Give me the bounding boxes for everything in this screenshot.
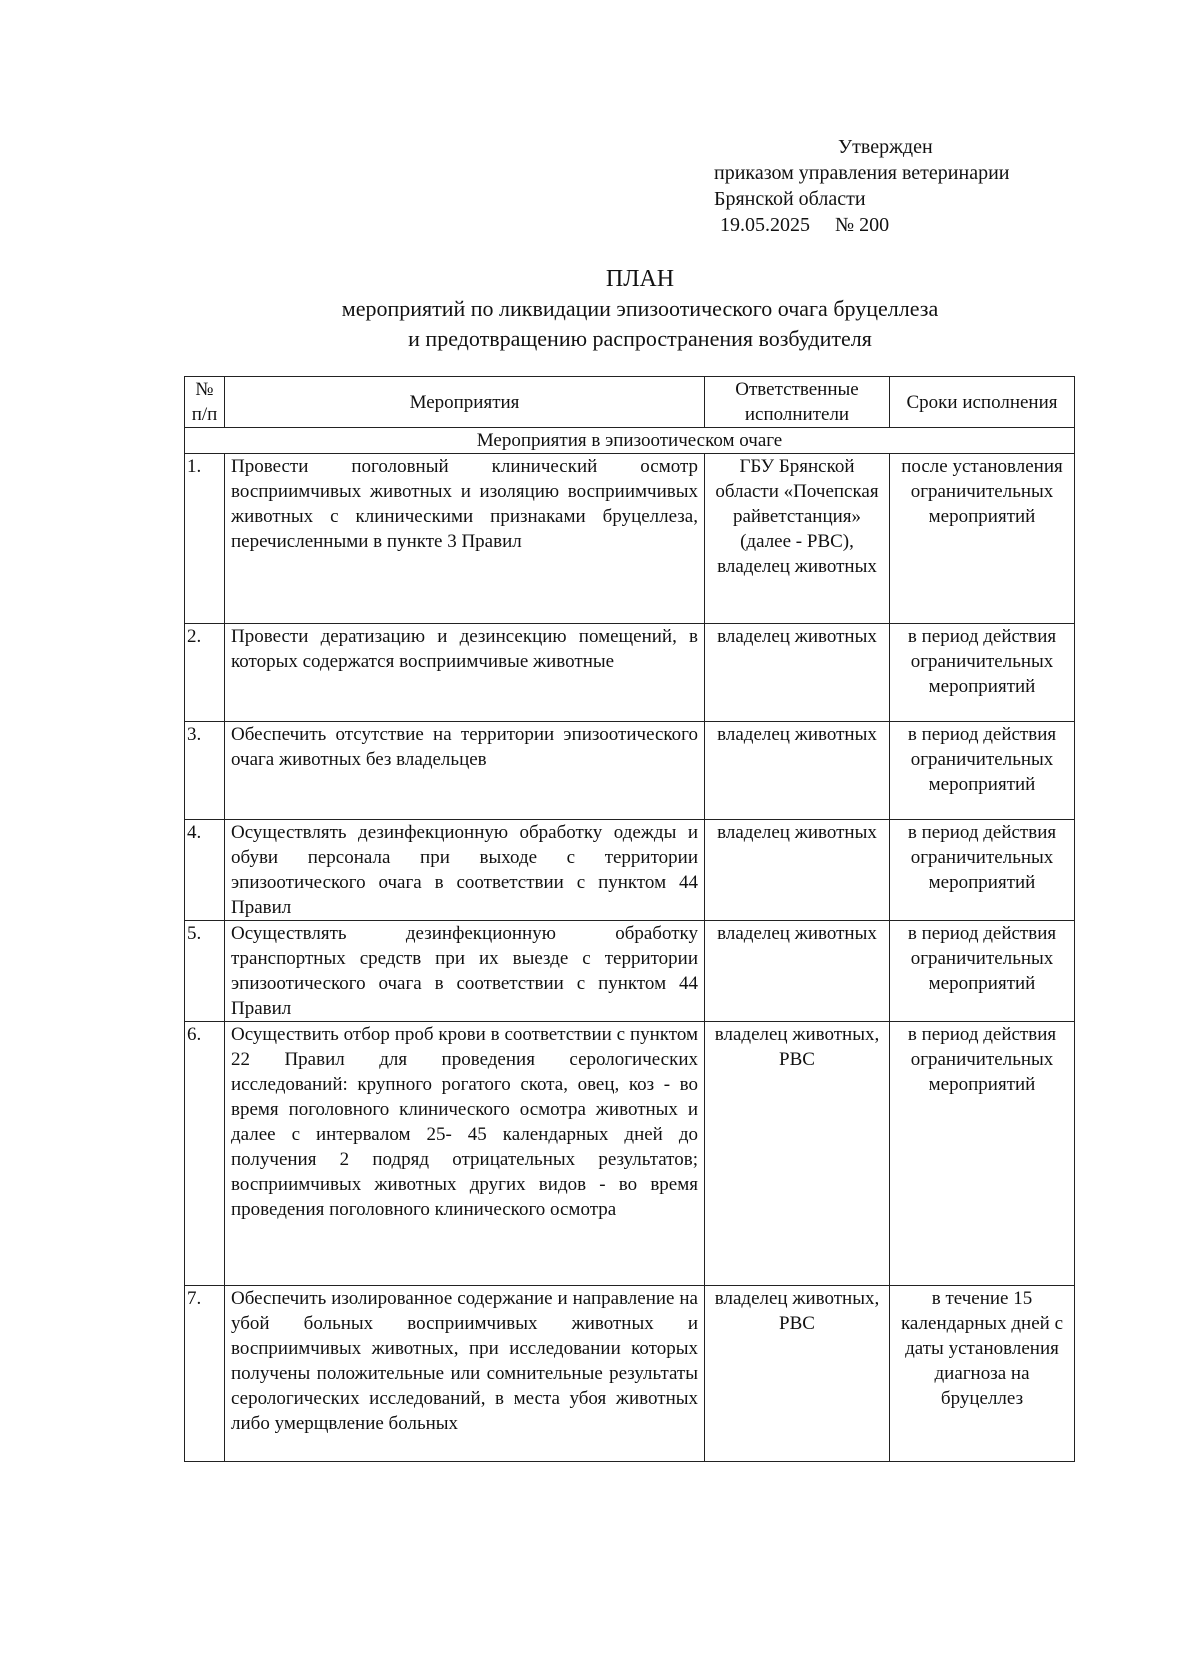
row-deadline: в течение 15 календарных дней с даты установления диагноза на бруцеллез [890,1286,1075,1462]
row-number: 3. [185,722,225,820]
row-deadline: в период действия ограничительных мероприятий [890,921,1075,1022]
row-responsible: владелец животных, РВС [705,1022,890,1286]
table-header-row [185,377,1075,428]
row-activity: Осуществлять дезинфекционную обработку транспортных средств при их выезде с территории эпизоотического очага в соответствии с пунктом 44 Правил [225,921,705,1022]
table-row [185,921,1075,1022]
plan-table [184,376,1075,1462]
table-row [185,624,1075,722]
row-responsible: владелец животных, РВС [705,1286,890,1462]
header-activity: Мероприятия [225,377,705,428]
row-activity: Провести дератизацию и дезинсекцию помещений, в которых содержатся восприимчивые животные [225,624,705,722]
title-sub-2: и предотвращению распространения возбудителя [408,326,872,351]
title-sub-1: мероприятий по ликвидации эпизоотического очага бруцеллеза [341,296,939,321]
table-row [185,454,1075,624]
header-deadline: Сроки исполнения [890,377,1075,428]
approval-line-order: приказом управления ветеринарии [714,162,1010,184]
document-title [0,264,1200,354]
approval-line-approved: Утвержден [838,136,933,158]
approval-line-region: Брянской области [714,188,866,210]
row-activity: Осуществлять дезинфекционную обработку одежды и обуви персонала при выходе с территории эпизоотического очага в соответствии с пунктом 44 Правил [225,820,705,921]
row-deadline: в период действия ограничительных мероприятий [890,722,1075,820]
row-number: 1. [185,454,225,624]
row-activity: Обеспечить отсутствие на территории эпизоотического очага животных без владельцев [225,722,705,820]
approval-line-date-number: 19.05.2025 № 200 [720,214,890,236]
header-num: № п/п [185,377,225,428]
table-row [185,1286,1075,1462]
row-activity: Осуществить отбор проб крови в соответствии с пунктом 22 Правил для проведения серологических исследований: крупного рогатого скота, овец, коз - во время поголовного клинического осмотра животных и далее с интервалом 25- 45 календарных дней до получения 2 подряд отрицательных результатов; восприимчивых животных других видов - во время проведения поголовного клинического осмотра [225,1022,705,1286]
row-number: 6. [185,1022,225,1286]
row-activity: Провести поголовный клинический осмотр восприимчивых животных и изоляцию восприимчивых животных с клиническими признаками бруцеллеза, перечисленными в пункте 3 Правил [225,454,705,624]
row-responsible: ГБУ Брянской области «Почепская райветстанция» (далее - РВС), владелец животных [705,454,890,624]
row-number: 7. [185,1286,225,1462]
row-responsible: владелец животных [705,921,890,1022]
row-number: 5. [185,921,225,1022]
row-deadline: в период действия ограничительных мероприятий [890,820,1075,921]
row-responsible: владелец животных [705,820,890,921]
title-main: ПЛАН [605,266,675,292]
row-deadline: в период действия ограничительных мероприятий [890,1022,1075,1286]
table-row [185,820,1075,921]
row-number: 4. [185,820,225,921]
row-responsible: владелец животных [705,624,890,722]
section-title: Мероприятия в эпизоотическом очаге [185,428,1075,454]
row-number: 2. [185,624,225,722]
table-row [185,722,1075,820]
section-row [185,428,1075,454]
row-responsible: владелец животных [705,722,890,820]
row-deadline: в период действия ограничительных мероприятий [890,624,1075,722]
row-activity: Обеспечить изолированное содержание и направление на убой больных восприимчивых животных и восприимчивых животных, при исследовании которых получены положительные или сомнительные результаты серологических исследований, в места убоя животных либо умерщвление больных [225,1286,705,1462]
header-responsible: Ответственные исполнители [705,377,890,428]
approval-stamp [714,134,1010,238]
table-row [185,1022,1075,1286]
row-deadline: после установления ограничительных мероприятий [890,454,1075,624]
